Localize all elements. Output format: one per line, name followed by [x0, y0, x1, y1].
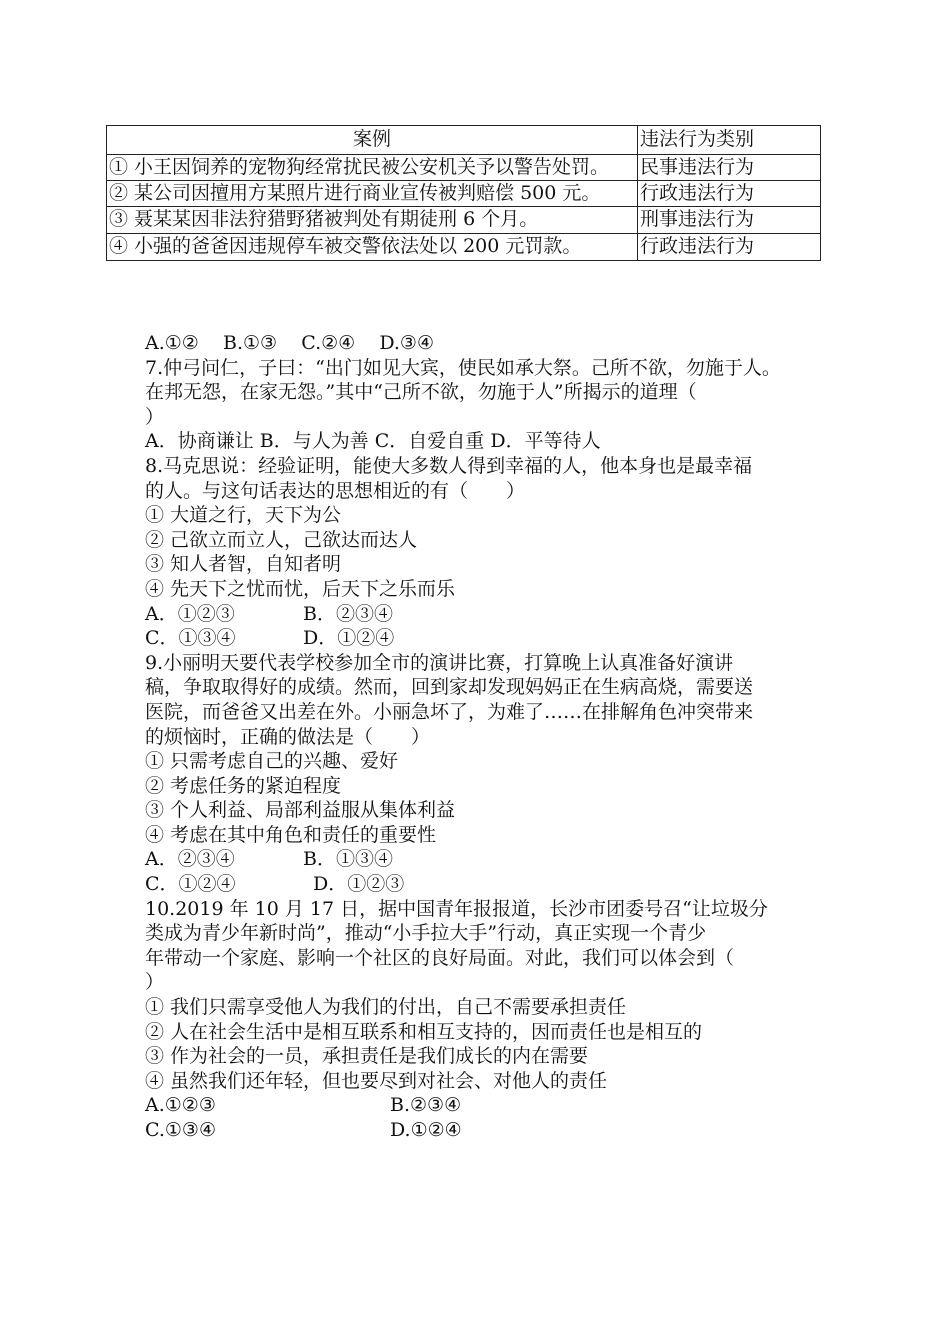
table-row: [107, 207, 821, 234]
q7-stem-line: 在邦无怨，在家无怨。”其中“己所不欲，勿施于人”所揭示的道理（: [145, 381, 697, 404]
question-7: [145, 356, 825, 454]
q10-option: B.②③④: [390, 1094, 462, 1117]
violation-cases-table: [106, 125, 821, 261]
q6-options: A.①② B.①③ C.②④ D.③④: [145, 332, 434, 354]
q10-stem-line: 类成为青少年新时尚”，推动“小手拉大手”行动，真正实现一个青少: [145, 922, 707, 945]
category-cell: 行政违法行为: [638, 181, 821, 207]
category-column-header: 违法行为类别: [638, 126, 821, 155]
q9-option: C．①②④: [145, 873, 236, 896]
q9-stem-line: 医院，而爸爸又出差在外。小丽急坏了，为难了……在排解角色冲突带来: [145, 700, 754, 723]
q10-stem-line: 年带动一个家庭、影响一个社区的良好局面。对此，我们可以体会到（: [145, 946, 735, 969]
q9-option: D．①②③: [313, 873, 405, 896]
q8-option: C．①③④: [145, 627, 236, 650]
case-column-header: 案例: [107, 126, 638, 155]
table-row: [107, 155, 821, 181]
q10-option: D.①②④: [390, 1119, 462, 1141]
q10-item: ④ 虽然我们还年轻，但也要尽到对社会、对他人的责任: [145, 1069, 608, 1092]
q10-stem-line: 10.2019 年 10 月 17 日，据中国青年报报道，长沙市团委号召“让垃圾分: [145, 897, 768, 920]
q9-options-row: [145, 872, 825, 897]
case-cell: ② 某公司因擅用方某照片进行商业宣传被判赔偿 500 元。: [107, 181, 638, 207]
q10-item: ② 人在社会生活中是相互联系和相互支持的，因而责任也是相互的: [145, 1020, 703, 1043]
q10-item: ① 我们只需享受他人为我们的付出，自己不需要承担责任: [145, 996, 627, 1019]
q8-option: D．①②④: [303, 627, 395, 650]
q8-item: ③ 知人者智，自知者明: [145, 553, 342, 576]
q7-options: A．协商谦让 B．与人为善 C．自爱自重 D．平等待人: [145, 430, 601, 453]
q10-item: ③ 作为社会的一员，承担责任是我们成长的内在需要: [145, 1045, 589, 1068]
q7-stem-line: 7.仲弓问仁，子曰：“出门如见大宾，使民如承大祭。己所不欲，勿施于人。: [145, 356, 781, 379]
q9-option: A．②③④: [145, 848, 235, 871]
q8-item: ④ 先天下之忧而忧，后天下之乐而乐: [145, 577, 456, 600]
q9-item: ④ 考虑在其中角色和责任的重要性: [145, 823, 437, 846]
q10-option: C.①③④: [145, 1119, 216, 1141]
q10-stem-line: ）: [145, 971, 165, 994]
case-cell: ① 小王因饲养的宠物狗经常扰民被公安机关予以警告处罚。: [107, 155, 638, 181]
question-9: [145, 651, 825, 897]
q8-stem-line: 的人。与这句话表达的思想相近的有（ ）: [145, 479, 526, 502]
q9-stem-line: 9.小丽明天要代表学校参加全市的演讲比赛，打算晚上认真准备好演讲: [145, 651, 734, 674]
q10-options-row: [145, 1093, 825, 1118]
q9-item: ③ 个人利益、局部利益服从集体利益: [145, 799, 456, 822]
q9-item: ② 考虑任务的紧迫程度: [145, 774, 342, 797]
q8-stem-line: 8.马克思说：经验证明，能使大多数人得到幸福的人，他本身也是最幸福: [145, 454, 753, 477]
q9-stem-line: 的烦恼时，正确的做法是（ ）: [145, 725, 431, 748]
question-list: [145, 331, 825, 1143]
q8-options-row: [145, 626, 825, 651]
question-10: [145, 897, 825, 1143]
q9-item: ① 只需考虑自己的兴趣、爱好: [145, 750, 399, 773]
category-cell: 刑事违法行为: [638, 207, 821, 234]
case-cell: ③ 聂某某因非法狩猎野猪被判处有期徒刑 6 个月。: [107, 207, 638, 234]
q9-options-row: [145, 847, 825, 872]
question-8: [145, 454, 825, 651]
q9-option: B．①③④: [303, 848, 393, 871]
q10-option: A.①②③: [145, 1094, 216, 1117]
q8-item: ① 大道之行，天下为公: [145, 504, 342, 527]
category-cell: 民事违法行为: [638, 155, 821, 181]
q8-option: A．①②③: [145, 602, 235, 625]
q8-options-row: [145, 602, 825, 627]
q7-stem-line: ）: [145, 405, 165, 428]
case-cell: ④ 小强的爸爸因违规停车被交警依法处以 200 元罚款。: [107, 234, 638, 261]
q8-item: ② 己欲立而立人，己欲达而达人: [145, 528, 418, 551]
q10-options-row: [145, 1118, 825, 1143]
table-row: [107, 181, 821, 207]
category-cell: 行政违法行为: [638, 234, 821, 261]
table-header-row: [107, 126, 821, 155]
table-row: [107, 234, 821, 261]
q8-option: B．②③④: [303, 602, 393, 625]
q9-stem-line: 稿，争取取得好的成绩。然而，回到家却发现妈妈正在生病高烧，需要送: [145, 676, 754, 699]
